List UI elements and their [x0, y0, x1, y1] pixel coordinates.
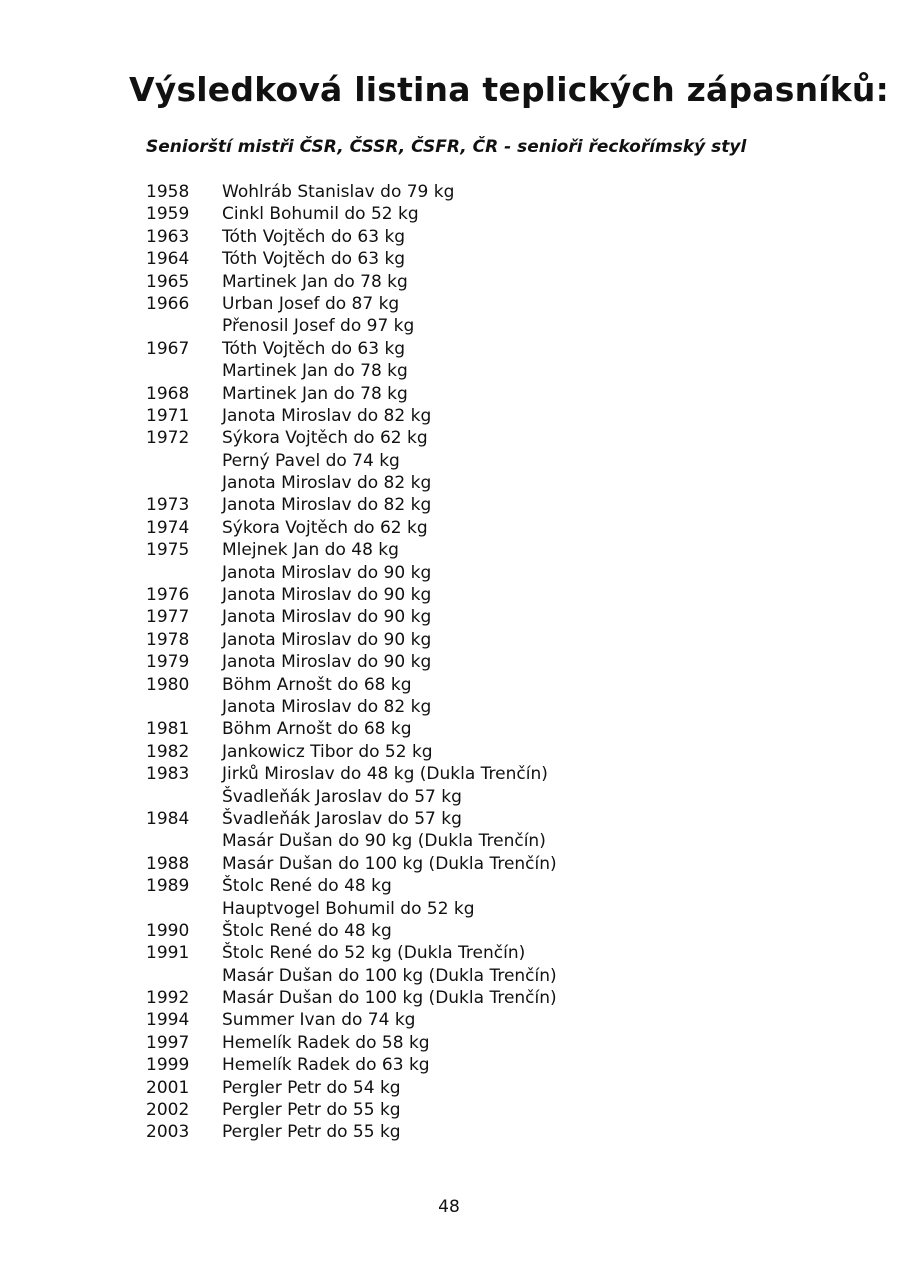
result-year: 2002 [146, 1100, 190, 1121]
result-year: 2001 [146, 1077, 190, 1098]
result-entry: Urban Josef do 87 kg [222, 293, 400, 314]
list-item [146, 203, 557, 225]
list-item [146, 629, 557, 651]
list-item [146, 383, 557, 405]
result-year: 1990 [146, 920, 190, 941]
result-entry: Cinkl Bohumil do 52 kg [222, 204, 419, 225]
list-item [146, 786, 557, 808]
result-year: 1967 [146, 338, 190, 359]
result-year: 1991 [146, 943, 190, 964]
result-entry: Perný Pavel do 74 kg [222, 450, 400, 471]
result-entry: Štolc René do 48 kg [222, 920, 392, 941]
section-subtitle: Seniorští mistři ČSR, ČSSR, ČSFR, ČR - senioři řeckořímský styl [146, 137, 747, 157]
result-entry: Janota Miroslav do 90 kg [222, 585, 432, 606]
result-entry: Sýkora Vojtěch do 62 kg [222, 428, 428, 449]
result-year: 1959 [146, 204, 190, 225]
result-entry: Janota Miroslav do 82 kg [222, 405, 432, 426]
result-entry: Hauptvogel Bohumil do 52 kg [222, 898, 475, 919]
result-year: 1965 [146, 271, 190, 292]
result-entry: Sýkora Vojtěch do 62 kg [222, 517, 428, 538]
result-entry: Summer Ivan do 74 kg [222, 1010, 416, 1031]
list-item [146, 271, 557, 293]
result-year: 1974 [146, 517, 190, 538]
result-year: 1971 [146, 405, 190, 426]
result-year: 1968 [146, 383, 190, 404]
result-entry: Martinek Jan do 78 kg [222, 271, 408, 292]
list-item [146, 606, 557, 628]
result-year: 1979 [146, 652, 190, 673]
result-entry: Švadleňák Jaroslav do 57 kg [222, 808, 462, 829]
result-year: 1992 [146, 988, 190, 1009]
result-entry: Masár Dušan do 100 kg (Dukla Trenčín) [222, 853, 557, 874]
result-entry: Masár Dušan do 100 kg (Dukla Trenčín) [222, 988, 557, 1009]
list-item [146, 450, 557, 472]
result-entry: Masár Dušan do 100 kg (Dukla Trenčín) [222, 965, 557, 986]
list-item [146, 830, 557, 852]
result-entry: Janota Miroslav do 82 kg [222, 495, 432, 516]
list-item [146, 315, 557, 337]
list-item [146, 405, 557, 427]
list-item [146, 1054, 557, 1076]
page-title: Výsledková listina teplických zápasníků: [129, 70, 890, 109]
page-number: 48 [438, 1197, 460, 1217]
list-item [146, 226, 557, 248]
list-item [146, 696, 557, 718]
list-item [146, 517, 557, 539]
list-item [146, 987, 557, 1009]
result-entry: Pergler Petr do 55 kg [222, 1100, 401, 1121]
result-year: 1984 [146, 808, 190, 829]
result-year: 1980 [146, 674, 190, 695]
list-item [146, 1077, 557, 1099]
result-entry: Janota Miroslav do 82 kg [222, 696, 432, 717]
list-item [146, 248, 557, 270]
result-year: 1981 [146, 719, 190, 740]
result-entry: Tóth Vojtěch do 63 kg [222, 226, 406, 247]
result-entry: Hemelík Radek do 58 kg [222, 1032, 430, 1053]
result-entry: Štolc René do 48 kg [222, 876, 392, 897]
result-entry: Masár Dušan do 90 kg (Dukla Trenčín) [222, 831, 546, 852]
list-item [146, 920, 557, 942]
list-item [146, 1121, 557, 1143]
result-year: 1989 [146, 876, 190, 897]
list-item [146, 293, 557, 315]
list-item [146, 1099, 557, 1121]
list-item [146, 539, 557, 561]
result-entry: Janota Miroslav do 90 kg [222, 562, 432, 583]
list-item [146, 808, 557, 830]
list-item [146, 763, 557, 785]
result-year: 1982 [146, 741, 190, 762]
list-item [146, 741, 557, 763]
result-entry: Tóth Vojtěch do 63 kg [222, 338, 406, 359]
list-item [146, 181, 557, 203]
list-item [146, 674, 557, 696]
result-year: 1977 [146, 607, 190, 628]
result-entry: Přenosil Josef do 97 kg [222, 316, 415, 337]
result-entry: Jirků Miroslav do 48 kg (Dukla Trenčín) [222, 764, 548, 785]
result-year: 1972 [146, 428, 190, 449]
result-entry: Janota Miroslav do 82 kg [222, 473, 432, 494]
result-entry: Pergler Petr do 55 kg [222, 1122, 401, 1143]
result-entry: Böhm Arnošt do 68 kg [222, 674, 412, 695]
result-year: 1975 [146, 540, 190, 561]
list-item [146, 718, 557, 740]
result-entry: Tóth Vojtěch do 63 kg [222, 249, 406, 270]
list-item [146, 651, 557, 673]
result-year: 1973 [146, 495, 190, 516]
result-year: 1999 [146, 1055, 190, 1076]
result-year: 1963 [146, 226, 190, 247]
result-year: 1994 [146, 1010, 190, 1031]
list-item [146, 360, 557, 382]
result-entry: Martinek Jan do 78 kg [222, 383, 408, 404]
result-year: 1976 [146, 585, 190, 606]
result-year: 1964 [146, 249, 190, 270]
result-entry: Wohlráb Stanislav do 79 kg [222, 182, 455, 202]
list-item [146, 472, 557, 494]
list-item [146, 1032, 557, 1054]
result-entry: Pergler Petr do 54 kg [222, 1077, 401, 1098]
list-item [146, 942, 557, 964]
list-item [146, 427, 557, 449]
result-year: 1988 [146, 853, 190, 874]
list-item [146, 1009, 557, 1031]
result-entry: Martinek Jan do 78 kg [222, 361, 408, 382]
result-year: 1983 [146, 764, 190, 785]
result-entry: Švadleňák Jaroslav do 57 kg [222, 786, 462, 807]
result-entry: Mlejnek Jan do 48 kg [222, 540, 399, 561]
result-year: 1966 [146, 293, 190, 314]
result-entry: Štolc René do 52 kg (Dukla Trenčín) [222, 943, 526, 964]
result-entry: Jankowicz Tibor do 52 kg [222, 741, 433, 762]
result-entry: Janota Miroslav do 90 kg [222, 652, 432, 673]
result-year: 1958 [146, 182, 190, 202]
result-entry: Hemelík Radek do 63 kg [222, 1055, 430, 1076]
list-item [146, 338, 557, 360]
list-item [146, 965, 557, 987]
result-entry: Böhm Arnošt do 68 kg [222, 719, 412, 740]
result-entry: Janota Miroslav do 90 kg [222, 607, 432, 628]
results-list [146, 181, 557, 1144]
list-item [146, 875, 557, 897]
list-item [146, 494, 557, 516]
list-item [146, 853, 557, 875]
list-item [146, 584, 557, 606]
result-year: 1997 [146, 1032, 190, 1053]
list-item [146, 898, 557, 920]
result-year: 1978 [146, 629, 190, 650]
result-entry: Janota Miroslav do 90 kg [222, 629, 432, 650]
result-year: 2003 [146, 1122, 190, 1143]
list-item [146, 562, 557, 584]
